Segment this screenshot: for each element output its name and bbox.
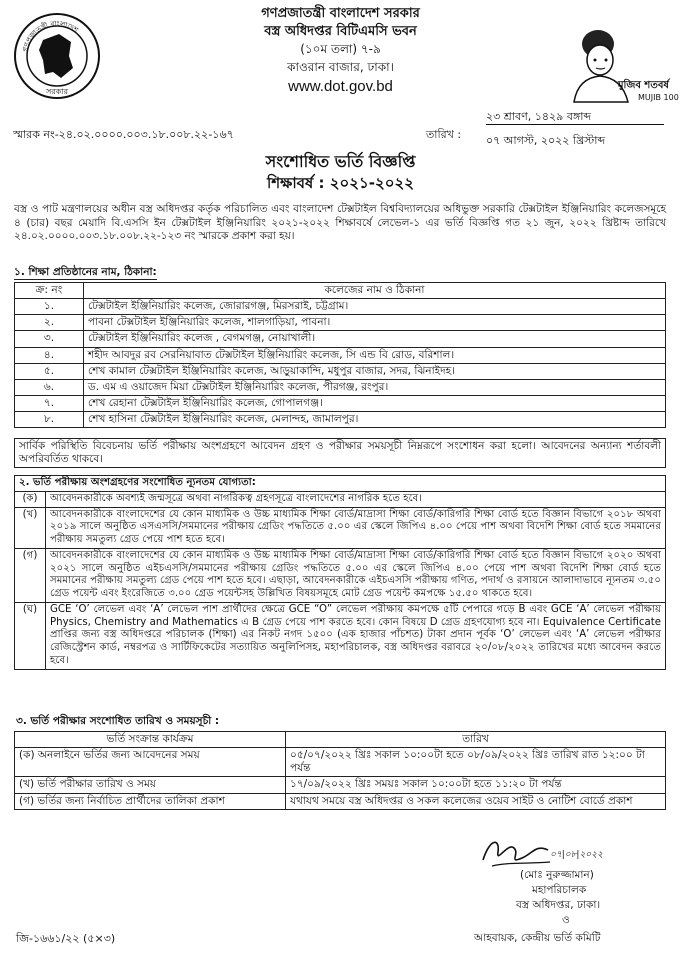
government-name: গণপ্রজাতন্ত্রী বাংলাদেশ সরকার xyxy=(261,6,420,21)
notice-box xyxy=(14,438,666,468)
signature-date: ০৭|০৮|২০২২ xyxy=(550,850,603,860)
signatory-name: (মোঃ নুরুজ্জামান) xyxy=(520,869,594,881)
memo-reference: স্মারক নং-২৪.০২.০০০০.০০৩.১৮.০০৮.২২-১৬৭ xyxy=(13,128,234,141)
college-name-cell: শেখ কামাল টেক্সটাইল ইঞ্জিনিয়ারিং কলেজ, আড়ুয়াকান্দি, মধুপুর বাজার, সদর, ঝিনাইদহ। xyxy=(84,363,666,379)
activity-cell: (গ) ভর্তির জন্য নির্বাচিত প্রার্থীদের তালিকা প্রকাশ xyxy=(15,793,286,809)
section2-title: ২. ভর্তি পরীক্ষায় অংশগ্রহণের সংশোধিত ন্যূনতম যোগ্যতা: xyxy=(15,476,666,492)
table-row xyxy=(15,379,666,395)
seal-text-bottom: সরকার xyxy=(45,87,69,96)
college-name-cell: টেক্সটাইল ইঞ্জিনিয়ারিং কলেজ, জোরারগঞ্জ, মিরসরাই, চট্টগ্রাম। xyxy=(84,299,666,315)
college-name-cell: পাবনা টেক্সটাইল ইঞ্জিনিয়ারিং কলেজ, শালগাড়িয়া, পাবনা। xyxy=(84,315,666,331)
intro-paragraph: বস্ত্র ও পাট মন্ত্রণালয়ের অধীন বস্ত্র অধিদপ্তর কর্তৃক পরিচালিত এবং বাংলাদেশ টেক্সটাইল বিশ্ববিদ্যালয়ের অধিভুক্ত সরকারি টেক্সটাইল ইঞ্জিনিয়ারিং কলেজসমূহে ৪ (চার) বছর মেয়াদি বি.এসসি ইন টেক্সটাইল ইঞ্জিনিয়ারিং ২০২১-২০২২ শিক্ষাবর্ষে লেভেল-১ এর ভর্তি বিজ্ঞপ্তি গত ২১ জুন, ২০২২ খ্রিষ্টাব্দ তারিখে ২৪.০২.০০০০.০০৩.১৮.০০৮.২২-১২৩ নং স্মারকে প্রকাশ করা হয়। xyxy=(14,203,666,243)
academic-session: শিক্ষাবর্ষ : ২০২১-২০২২ xyxy=(267,174,414,192)
college-table xyxy=(14,282,666,428)
website-link[interactable]: www.dot.gov.bd xyxy=(288,78,393,95)
mujib-logo-text: মুজিব শতবর্ষ xyxy=(618,80,669,91)
table-row xyxy=(15,748,666,777)
signatory-and: ও xyxy=(562,914,570,926)
serial-cell: ৬. xyxy=(15,379,84,395)
eligibility-item xyxy=(15,548,666,602)
table-row xyxy=(15,793,666,809)
eligibility-item xyxy=(15,602,666,669)
college-name-cell: শেখ হাসিনা টেক্সটাইল ইঞ্জিনিয়ারিং কলেজ, মেলান্দহ, জামালপুর। xyxy=(84,412,666,428)
table-row xyxy=(15,412,666,428)
eligibility-item xyxy=(15,507,666,548)
table-row xyxy=(15,363,666,379)
mujib-logo-en: MUJIB 100 xyxy=(638,93,679,102)
date-label: তারিখ : xyxy=(426,128,462,141)
item-label: (গ) xyxy=(15,548,46,602)
serial-cell: ২. xyxy=(15,315,84,331)
item-text: আবেদনকারীকে অবশ্যই জন্মসূত্রে অথবা নাগরিকত্ব গ্রহণসূত্রে বাংলাদেশের নাগরিক হতে হবে। xyxy=(46,491,666,507)
schedule-header xyxy=(15,732,666,748)
print-code: জি-১৬৬১/২২ (৫×৩) xyxy=(16,932,116,945)
college-name-cell: টেক্সটাইল ইঞ্জিনিয়ারিং কলেজ , বেগমগঞ্জ, নোয়াখালী। xyxy=(84,331,666,347)
activity-cell: (খ) ভর্তি পরীক্ষার তারিখ ও সময় xyxy=(15,777,286,793)
signature-icon xyxy=(478,832,558,872)
table-row xyxy=(15,347,666,363)
eligibility-table xyxy=(14,475,666,670)
date-cell: ০৫/০৭/২০২২ খ্রিঃ সকাল ১০:০০টা হতে ০৮/০৯/২০২২ খ্রিঃ তারিখ রাত ১২:০০ টা পর্যন্ত xyxy=(286,748,666,777)
seal-text-top: গণপ্রজাতন্ত্রী বাংলাদেশ xyxy=(21,19,80,53)
revision-notice: সার্বিক পরিস্থিতি বিবেচনায় ভর্তি পরীক্ষায় অংশগ্রহণে আবেদন গ্রহণ ও পরীক্ষার সময়সূচী নিম্নরূপে সংশোধন করা হলো। আবেদনের অন্যান্য শর্তাবলী অপরিবর্তিত থাকবে। xyxy=(15,439,666,468)
serial-cell: ৮. xyxy=(15,412,84,428)
signatory-designation: মহাপরিচালক xyxy=(532,884,587,896)
mujib-centenary-logo-icon xyxy=(556,22,679,102)
signatory-office: বস্ত্র অধিদপ্তর, ঢাকা। xyxy=(516,899,601,911)
table-row xyxy=(15,315,666,331)
signatory-role: আহবায়ক, কেন্দ্রীয় ভর্তি কমিটি xyxy=(474,932,601,944)
item-text: আবেদনকারীকে বাংলাদেশের যে কোন মাধ্যমিক ও উচ্চ মাধ্যমিক শিক্ষা বোর্ড/মাদ্রাসা শিক্ষা বোর্ড/কারিগরি শিক্ষা বোর্ড হতে বিজ্ঞান বিভাগে ২০১৮ অথবা ২০১৯ সালে অনুষ্ঠিত এসএসসি/সমমানের পরীক্ষায় গ্রেডিং পদ্ধতিতে ৫.০০ এর স্কেলে জিপিএ ৪.০০ পেয়ে পাশ অথবা বিদেশি শিক্ষা বোর্ড হতে সমমানের পরীক্ষায় সমতুল্য গ্রেড পেয়ে পাশ হতে হবে। xyxy=(46,507,666,548)
section3-title: ৩. ভর্তি পরীক্ষার সংশোধিত তারিখ ও সময়সূচী : xyxy=(16,715,220,727)
col-activity-header: ভর্তি সংক্রান্ত কার্যক্রম xyxy=(15,732,286,748)
serial-cell: ৩. xyxy=(15,331,84,347)
schedule-table xyxy=(14,731,666,810)
date-cell: যথাযথ সময়ে বস্ত্র অধিদপ্তর ও সকল কলেজের ওয়েব সাইট ও নোটিশ বোর্ডে প্রকাশ xyxy=(286,793,666,809)
college-name-cell: শহীদ আবদুর রব সেরনিয়াবাত টেক্সটাইল ইঞ্জিনিয়ারিং কলেজ, সি এন্ড বি রোড, বরিশাল। xyxy=(84,347,666,363)
table-row xyxy=(15,331,666,347)
col-serial-header: ক্র: নং xyxy=(15,283,84,299)
item-label: (ঘ) xyxy=(15,602,46,669)
activity-cell: (ক) অনলাইনে ভর্তির জন্য আবেদনের সময় xyxy=(15,748,286,777)
serial-cell: ৫. xyxy=(15,363,84,379)
section1-title: ১. শিক্ষা প্রতিষ্ঠানের নাম, ঠিকানা: xyxy=(14,266,157,280)
date-cell: ১৭/০৯/২০২২ খ্রিঃ সময়ঃ সকাল ১০:০০টা হতে ১১:২০ টা পর্যন্ত xyxy=(286,777,666,793)
table-row xyxy=(15,777,666,793)
table-row xyxy=(15,299,666,315)
notice-title: সংশোধিত ভর্তি বিজ্ঞপ্তি xyxy=(265,152,416,171)
serial-cell: ৪. xyxy=(15,347,84,363)
college-name-cell: ড. এম এ ওয়াজেদ মিয়া টেক্সটাইল ইঞ্জিনিয়ারিং কলেজ, পীরগঞ্জ, রংপুর। xyxy=(84,379,666,395)
office-address: কাওরান বাজার, ঢাকা। xyxy=(287,60,394,74)
eligibility-item xyxy=(15,491,666,507)
date-bangla: ২৩ শ্রাবণ, ১৪২৯ বঙ্গাব্দ xyxy=(486,110,664,125)
college-name-cell: শেখ রেহানা টেক্সটাইল ইঞ্জিনিয়ারিং কলেজ, গোপালগঞ্জ। xyxy=(84,395,666,411)
col-name-header: কলেজের নাম ও ঠিকানা xyxy=(84,283,666,299)
item-label: (খ) xyxy=(15,507,46,548)
item-text: GCE ‘O’ লেভেল এবং ‘A’ লেভেল পাশ প্রার্থীদের ক্ষেত্রে GCE “O” লেভেল পরীক্ষায় কমপক্ষে ৫টি পেপারে গড়ে B এবং GCE ‘A’ লেভেল পরীক্ষায় Physics, Chemistry and Mathematics এ B গ্রেড পেয়ে পাশ করতে হবে। কোন বিষয়ে D গ্রেড গ্রহণযোগ্য হবে না। Equivalence Certificate প্রাপ্তির জন্য বস্ত্র অধিদপ্তরে পরিচালক (শিক্ষা) এর নিকট নগদ ১৫০০ (এক হাজার পাঁচশত) টাকা প্রদান পূর্বক ‘O’ লেভেল এবং ‘A’ লেভেল পরীক্ষার রেজিস্ট্রেশন কার্ড, নম্বরপত্র ও সার্টিফিকেটের সত্যায়িত অনুলিপিসহ, মহাপরিচালক, বস্ত্র অধিদপ্তর বরাবরে ২০/০৮/২০২২ তারিখের মধ্যে আবেদন করতে হবে। xyxy=(46,602,666,669)
item-label: (ক) xyxy=(15,491,46,507)
col-date-header: তারিখ xyxy=(286,732,666,748)
table-row xyxy=(15,395,666,411)
date-english: ০৭ আগস্ট, ২০২২ খ্রিস্টাব্দ xyxy=(486,134,606,147)
item-text: আবেদনকারীকে বাংলাদেশের যে কোন মাধ্যমিক ও উচ্চ মাধ্যমিক শিক্ষা বোর্ড/মাদ্রাসা শিক্ষা বোর্ড/কারিগরি শিক্ষা বোর্ড হতে বিজ্ঞান বিভাগে ২০২০ অথবা ২০২১ সালে অনুষ্ঠিত এইচএসসি/সমমানের পরীক্ষায় গ্রেডিং পদ্ধতিতে ৫.০০ এর স্কেলে জিপিএ ৪.০০ পেয়ে পাশ অথবা বিদেশি শিক্ষা বোর্ড হতে সমমানের পরীক্ষায় সমতুল্য গ্রেড পেয়ে পাশ হতে হবে। এছাড়া, আবেদনকারীকে এইচএসসি পরীক্ষায় গণিত, পদার্থ ও রসায়নে আলাদাভাবে ন্যূনতম ৩.৫০ গ্রেড পয়েন্ট এবং ইংরেজিতে ৩.০০ গ্রেড পয়েন্টসহ উল্লিখিত বিষয়সমূহে মোট গ্রেড পয়েন্ট কমপক্ষে ১৫.৫০ থাকতে হবে। xyxy=(46,548,666,602)
serial-cell: ১. xyxy=(15,299,84,315)
college-table-header xyxy=(15,283,666,299)
office-name: বস্ত্র অধিদপ্তর বিটিএমসি ভবন xyxy=(264,24,417,39)
office-floor: (১০ম তলা) ৭-৯ xyxy=(300,42,381,56)
serial-cell: ৭. xyxy=(15,395,84,411)
